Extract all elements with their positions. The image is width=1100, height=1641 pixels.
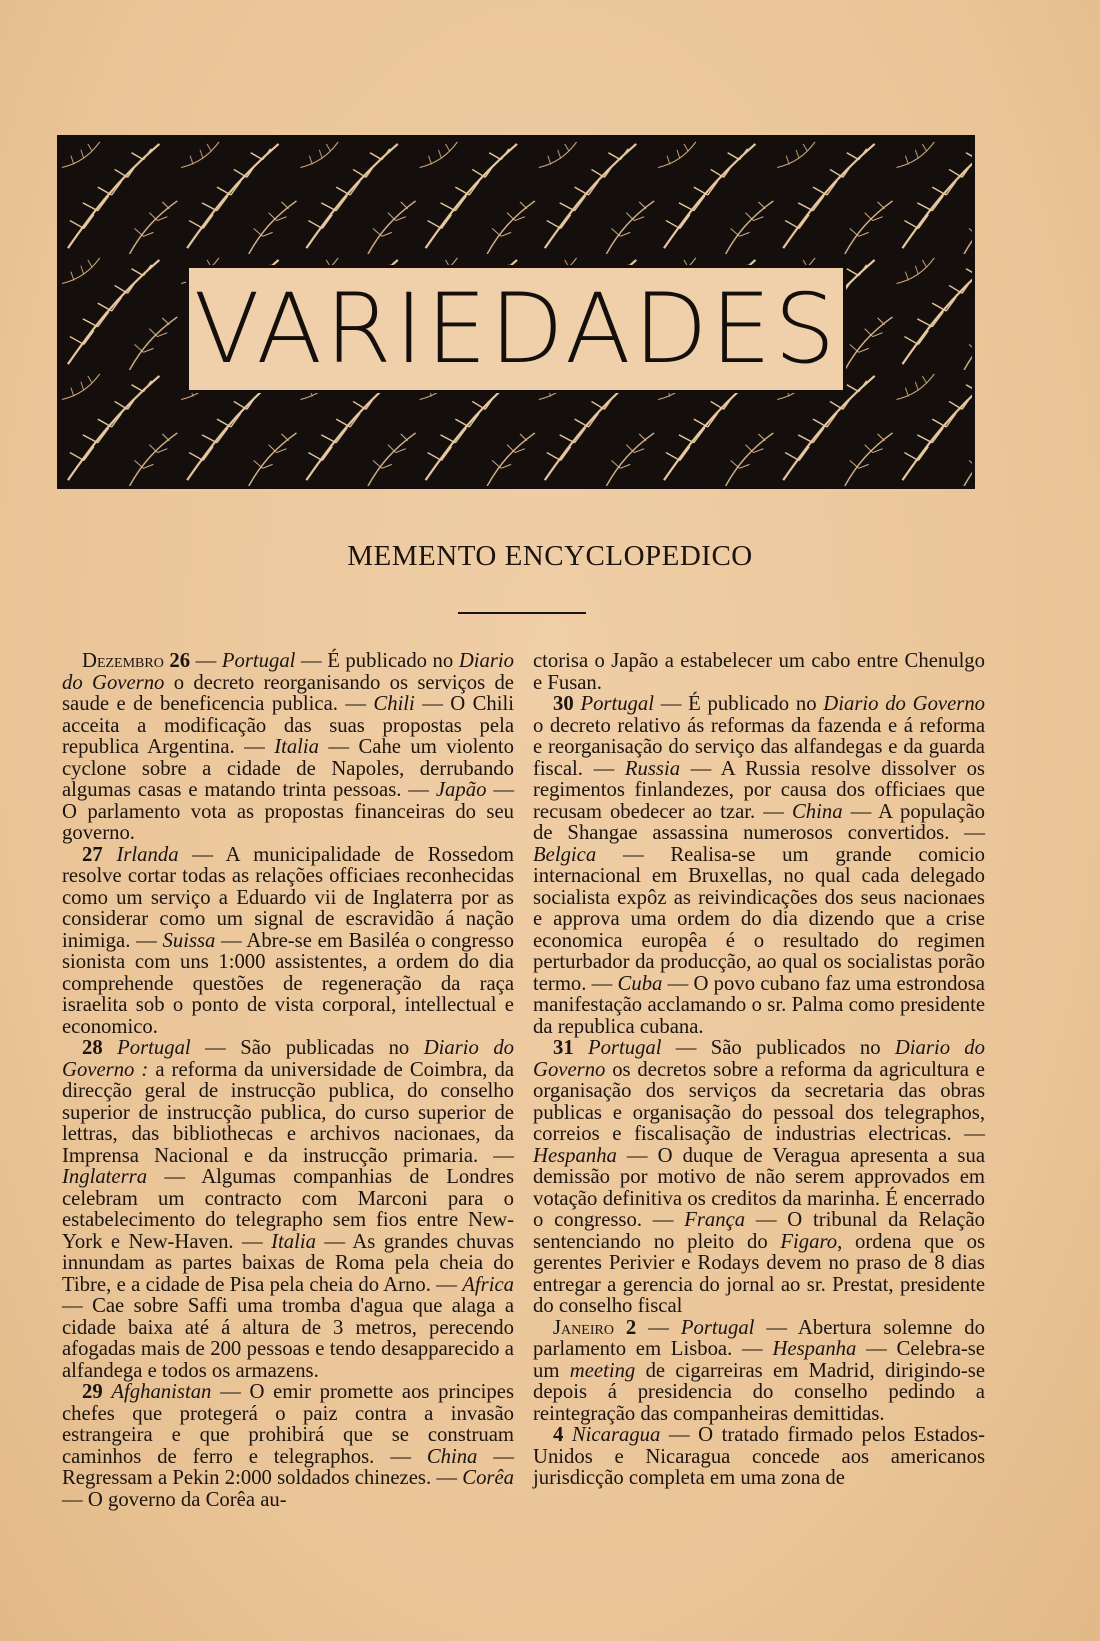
- text-run: — O tratado firmado pelos Estados-Unidos e Nicaragua concede aos americanos jurisdicção completa em uma zona de: [533, 1424, 985, 1489]
- topic: Italia: [271, 1230, 316, 1253]
- page-title: VARIEDADES: [193, 273, 839, 385]
- text-run: [103, 844, 117, 866]
- topic: Cuba: [617, 972, 663, 995]
- topic: Italia: [274, 736, 320, 758]
- section-subtitle: MEMENTO ENCYCLOPEDICO: [347, 540, 753, 572]
- topic: Africa: [462, 1273, 514, 1296]
- text-run: — Abre-se em Basiléa o congresso sionista com uns 1:000 assistentes, a ordem do dia comprehende questões de regeneração da raça israelita sob o ponto de vista corporal, intellectual e economico.: [62, 929, 514, 1038]
- text-run: — É publicado no: [295, 650, 459, 672]
- day-number: 2: [625, 1316, 637, 1339]
- topic: Irlanda: [116, 843, 179, 866]
- entry-paragraph: [533, 651, 985, 694]
- entry-paragraph: [62, 845, 514, 1039]
- topic: França: [684, 1209, 746, 1231]
- right-column: [533, 651, 985, 1490]
- topic: Russia: [624, 757, 681, 780]
- text-run: — Regressam a Pekin 2:000 soldados chinezes. —: [62, 1445, 514, 1489]
- text-run: — Abertura solemne do parlamento em Lisboa. —: [533, 1316, 985, 1360]
- text-run: — Realisa-se um grande comicio internacional em Bruxellas, no qual cada delegado socialista expôz as reivindicações dos seus nacionaes e approva uma ordem do dia dizendo que a crise economica europêa é o resultado do regimen perturbador da producção, ao qual os socialistas porão termo. —: [533, 843, 985, 995]
- topic: Diario do Governo: [533, 1037, 985, 1081]
- topic: Nicaragua: [571, 1424, 661, 1446]
- text-run: — Algumas companhias de Londres celebram um contracto com Marconi para o estabelecimento do telegrapho sem fios entre New-York e New-Haven. —: [62, 1166, 514, 1253]
- text-run: — O povo cubano faz uma estrondosa manifestação acclamando o sr. Palma como presidente da republica cubana.: [533, 972, 985, 1038]
- variedades-banner: [57, 135, 975, 489]
- text-run: ctorisa o Japão a estabelecer um cabo entre Chenulgo e Fusan.: [533, 650, 985, 694]
- entry-paragraph: [62, 651, 514, 845]
- topic: Chili: [373, 693, 415, 715]
- text-run: — Celebra-se um: [533, 1338, 985, 1382]
- topic: Portugal: [680, 1316, 755, 1339]
- topic: Hespanha: [772, 1338, 857, 1360]
- text-run: [574, 1037, 588, 1059]
- entry-paragraph: [62, 1382, 514, 1511]
- text-run: — A população de Shangae assassina numerosos convertidos. —: [533, 800, 985, 844]
- text-run: a reforma da universidade de Coimbra, da direcção geral de instrucção publica, do conselho superior de instrucção publica, do curso superior de lettras, das bibliothecas e archivos nacionaes, da Imprensa Nacional e da instrucção primaria. —: [62, 1058, 514, 1167]
- text-run: — Cae sobre Saffi uma tromba d'agua que alaga a cidade baixa até á altura de 3 metros, perecendo afogadas mais de 200 pessoas e tendo desapparecido a alfandega e todos os armazens.: [62, 1295, 514, 1382]
- topic: Diario do Governo :: [62, 1037, 515, 1081]
- text-run: — O governo da Corêa au-: [62, 1488, 287, 1511]
- day-number: 31: [553, 1037, 574, 1059]
- entry-paragraph: [533, 694, 985, 1038]
- entry-paragraph: [533, 1038, 985, 1318]
- topic: Portugal: [117, 1037, 191, 1059]
- topic: Figaro: [780, 1230, 838, 1253]
- title-box: [186, 265, 846, 393]
- text-run: [103, 1037, 117, 1059]
- day-number: 29: [82, 1381, 103, 1403]
- topic: China: [791, 800, 843, 823]
- topic: Inglaterra: [62, 1166, 148, 1188]
- text-run: — A Russia resolve dissolver os regimentos finlandezes, por causa dos officiaes que recusam obedecer ao tzar. —: [533, 757, 985, 823]
- text-run: — O parlamento vota as propostas financeiras do seu governo.: [62, 779, 515, 844]
- day-number: 26: [169, 650, 191, 672]
- text-run: — Cahe um violento cyclone sobre a cidade de Napoles, derrubando algumas casas e matando trinta pessoas. —: [62, 736, 514, 801]
- topic: Portugal: [580, 693, 654, 715]
- text-run: — As grandes chuvas innundam as partes baixas de Roma pela cheia do Tibre, e a cidade de Pisa pela cheia do Arno. —: [62, 1230, 514, 1296]
- divider: [458, 612, 586, 614]
- topic: Suissa: [162, 929, 216, 952]
- month-name: Janeiro: [553, 1316, 626, 1339]
- text-run: [563, 1424, 572, 1446]
- text-run: de cigarreiras em Madrid, dirigindo-se depois á presidencia do conselho pedindo a reintegração das companheiras demittidas.: [533, 1359, 985, 1425]
- day-number: 28: [82, 1037, 103, 1059]
- entry-paragraph: [533, 1425, 985, 1490]
- day-number: 27: [82, 843, 103, 866]
- text-run: —: [190, 650, 222, 672]
- topic: Portugal: [587, 1037, 662, 1059]
- day-number: 30: [553, 693, 574, 715]
- entry-paragraph: [62, 1038, 514, 1382]
- topic: Afghanistan: [111, 1381, 212, 1403]
- text-run: os decretos sobre a reforma da agricultura e organisação dos serviços da secretaria das obras publicas e organisação do pessoal dos telegraphos, correios e fiscalisação de industrias electricas. —: [533, 1058, 985, 1145]
- topic: Corêa: [462, 1467, 514, 1489]
- text-run: o decreto reorganisando os serviços de saude e de beneficencia publica. —: [62, 671, 514, 715]
- text-run: — É publicado no: [654, 693, 824, 715]
- topic: Portugal: [221, 650, 296, 672]
- text-run: — A municipalidade de Rossedom resolve cortar todas as relações officiaes reconhecidas como um serviço a Eduardo vii de Inglaterra por as considerar como um signal de escravidão á nação inimiga. —: [62, 843, 515, 952]
- text-run: — O tribunal da Relação sentenciando no pleito do: [533, 1209, 985, 1253]
- topic: China: [426, 1445, 478, 1468]
- text-run: — São publicadas no: [190, 1037, 424, 1059]
- text-run: o decreto relativo ás reformas da fazenda e á reforma e reorganisação do serviço das alfandegas e da guarda fiscal. —: [533, 714, 985, 780]
- text-run: — São publicados no: [661, 1037, 895, 1059]
- left-column: [62, 651, 514, 1511]
- text-run: — O emir promette aos principes chefes que protegerá o paiz contra a invasão estrangeira e que prohibirá que se construam caminhos de ferro e telegraphos. —: [62, 1381, 515, 1468]
- text-run: —: [636, 1316, 681, 1339]
- topic: Belgica: [533, 843, 597, 866]
- topic: Diario do Governo: [823, 693, 986, 715]
- text-run: , ordena que os gerentes Perivier e Rodays devem no praso de 8 dias entregar a gerencia do jornal ao sr. Prestat, presidente do conselho fiscal: [533, 1230, 985, 1317]
- topic: Japão: [435, 779, 487, 801]
- month-name: Dezembro: [82, 650, 170, 672]
- topic: Diario do Governo: [62, 650, 514, 694]
- day-number: 4: [553, 1424, 564, 1446]
- text-run: — O duque de Veragua apresenta a sua demissão por motivo de não serem approvados em votação definitiva os creditos da marinha. É encerrado o congresso. —: [533, 1144, 985, 1231]
- topic: Hespanha: [533, 1144, 617, 1167]
- topic: meeting: [569, 1359, 636, 1382]
- entry-paragraph: [533, 1318, 985, 1426]
- text-run: — O Chili acceita a modificação das suas propostas pela republica Argentina. —: [62, 693, 514, 758]
